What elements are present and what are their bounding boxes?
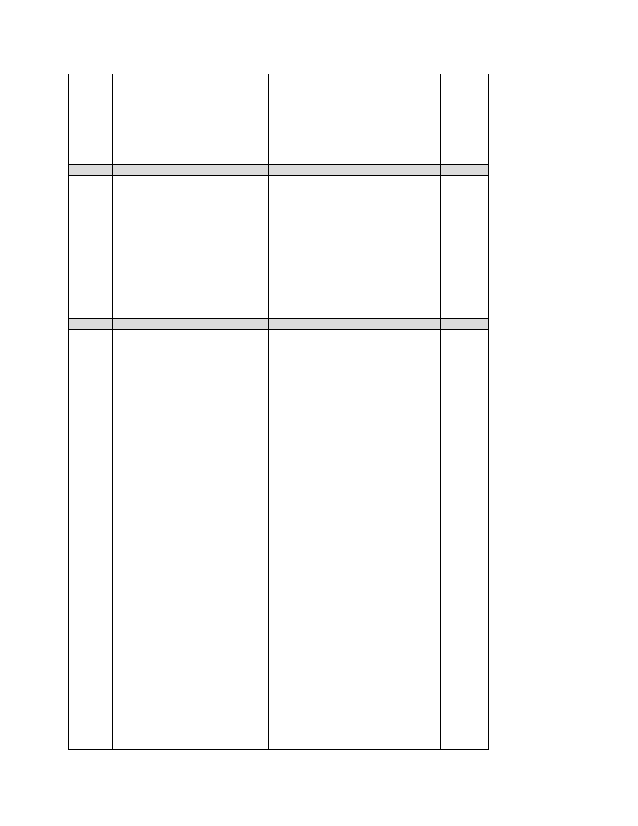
section-kesehatan-body <box>68 175 489 318</box>
table-border-bottom <box>68 749 489 750</box>
guru-block <box>68 74 489 164</box>
section-teknis-body <box>68 329 489 749</box>
section-kesehatan-header <box>68 164 489 175</box>
section-teknis-header <box>68 318 489 329</box>
staffing-table <box>68 74 489 750</box>
